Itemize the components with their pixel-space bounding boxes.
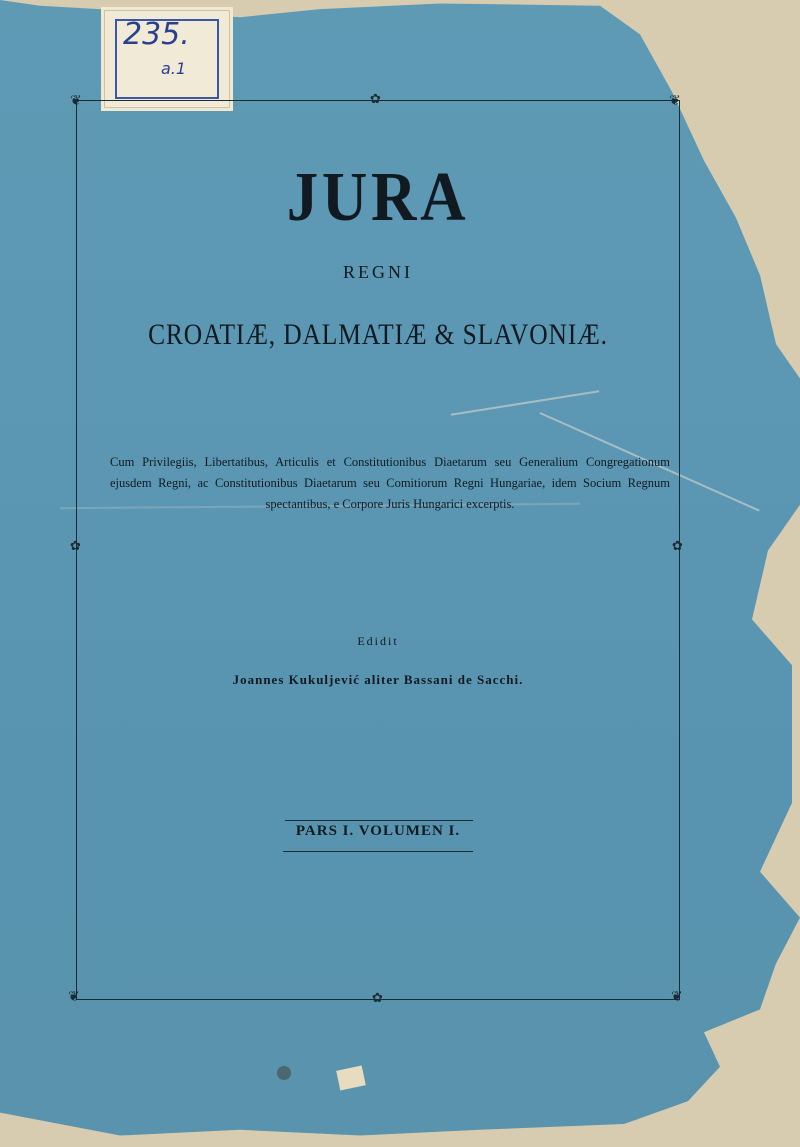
fleuron-corner-icon: ❦	[70, 93, 82, 109]
floral-ornament-icon: ✿	[672, 539, 683, 554]
author-name: Joannes Kukuljević aliter Bassani de Sacchi.	[232, 672, 524, 687]
volume-rule-bottom	[283, 851, 473, 852]
shelf-number: 235.	[123, 17, 190, 52]
paper-hole	[277, 1066, 291, 1080]
fleuron-corner-icon: ❦	[671, 989, 683, 1005]
shelf-subnumber: a.1	[161, 59, 187, 78]
description-paragraph: Cum Privilegiis, Libertatibus, Articulis et Constitutionibus Diaetarum seu Generalium Congregationum ejusdem Regni, ac Constitutionibus Diaetarum seu Comitiorum Regni Hungariae, idem Socium Regnum spectantibus, e Corpore Juris Hungarici excerptis.	[110, 455, 670, 511]
book-title: JURA	[286, 159, 470, 236]
volume-label: PARS I. VOLUMEN I.	[295, 823, 461, 839]
floral-ornament-icon: ✿	[372, 991, 383, 1006]
kingdoms-heading: CROATIÆ, DALMATIÆ & SLAVONIÆ.	[148, 318, 608, 351]
floral-ornament-icon: ✿	[370, 92, 381, 107]
floral-ornament-icon: ✿	[70, 539, 81, 554]
volume-rule-top	[285, 820, 473, 821]
fleuron-corner-icon: ❦	[68, 989, 80, 1005]
book-subtitle: REGNI	[343, 262, 413, 282]
library-label-sticker	[104, 10, 230, 108]
fleuron-corner-icon: ❦	[669, 93, 681, 109]
edidit-label: Edidit	[357, 634, 399, 648]
